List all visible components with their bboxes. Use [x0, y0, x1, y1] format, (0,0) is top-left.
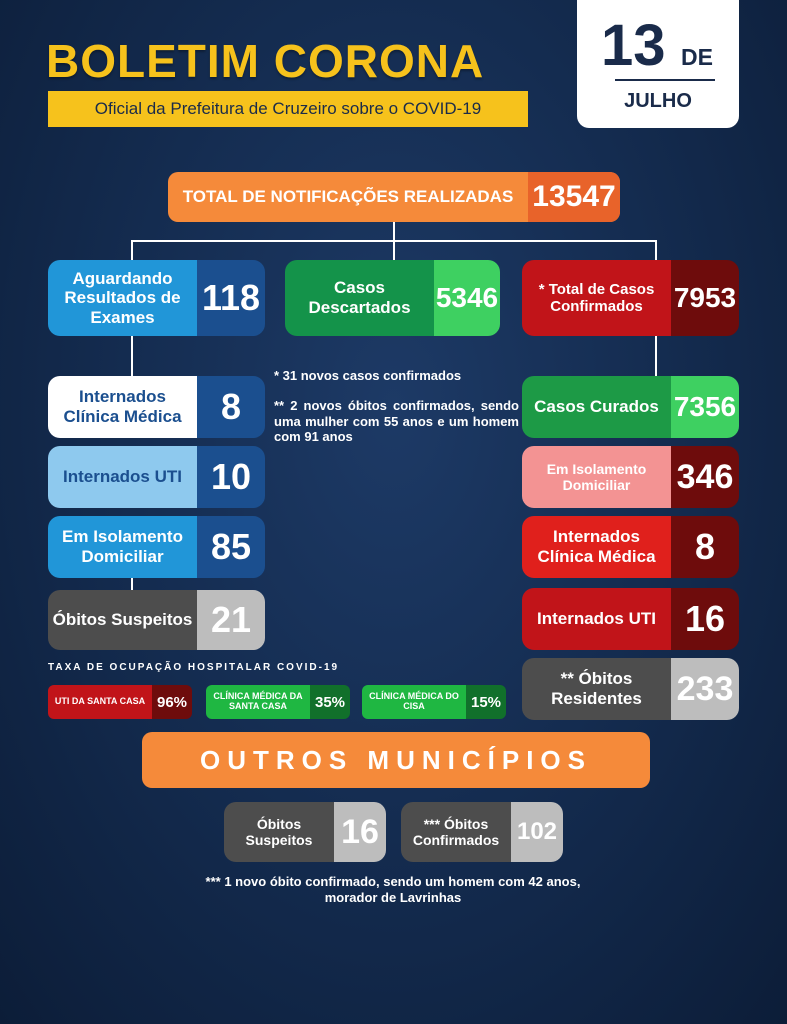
card-curados-value: 7356 [671, 376, 739, 438]
card-internados-uti-left [48, 446, 265, 508]
date-month: JULHO [624, 90, 692, 112]
card-curados-label: Casos Curados [522, 376, 671, 438]
occupancy-title: TAXA DE OCUPAÇÃO HOSPITALAR COVID-19 [48, 662, 340, 673]
connector-line [131, 240, 133, 262]
card-internados-uti-right-label: Internados UTI [522, 588, 671, 650]
card-isolamento-right-label: Em Isolamento Domiciliar [522, 446, 671, 508]
card-outros-obitos-confirmados [401, 802, 563, 862]
card-outros-obitos-confirmados-label: *** Óbitos Confirmados [401, 802, 511, 862]
card-internados-uti-left-label: Internados UTI [48, 446, 197, 508]
total-notifications [168, 172, 620, 222]
connector-line [655, 240, 657, 262]
card-obitos-suspeitos-label: Óbitos Suspeitos [48, 590, 197, 650]
connector-line [655, 336, 657, 376]
connector-line [131, 336, 133, 376]
total-notifications-value: 13547 [528, 172, 620, 222]
occupancy-uti-santa-casa [48, 685, 192, 719]
card-outros-obitos-confirmados-value: 102 [511, 802, 563, 862]
connector-line [131, 578, 133, 590]
outros-note: *** 1 novo óbito confirmado, sendo um homem com 42 anos, morador de Lavrinhas [205, 874, 581, 906]
card-obitos-residentes [522, 658, 739, 720]
card-descartados-value: 5346 [434, 260, 500, 336]
card-obitos-suspeitos-value: 21 [197, 590, 265, 650]
card-isolamento-left-label: Em Isolamento Domiciliar [48, 516, 197, 578]
occupancy-clinica-cisa [362, 685, 506, 719]
card-obitos-residentes-label: ** Óbitos Residentes [522, 658, 671, 720]
card-internados-clinica-right [522, 516, 739, 578]
card-isolamento-right [522, 446, 739, 508]
connector-line [393, 222, 395, 262]
card-descartados [285, 260, 500, 336]
occupancy-clinica-santa-casa-label: CLÍNICA MÉDICA DA SANTA CASA [206, 685, 310, 719]
occupancy-clinica-cisa-label: CLÍNICA MÉDICA DO CISA [362, 685, 466, 719]
date-card [577, 0, 739, 128]
card-internados-clinica-left-value: 8 [197, 376, 265, 438]
card-internados-clinica-right-label: Internados Clínica Médica [522, 516, 671, 578]
card-obitos-residentes-value: 233 [671, 658, 739, 720]
card-descartados-label: Casos Descartados [285, 260, 434, 336]
card-confirmados-label: * Total de Casos Confirmados [522, 260, 671, 336]
date-de: DE [681, 44, 713, 70]
card-internados-clinica-right-value: 8 [671, 516, 739, 578]
occupancy-clinica-santa-casa [206, 685, 350, 719]
occupancy-clinica-santa-casa-value: 35% [310, 685, 350, 719]
card-isolamento-left [48, 516, 265, 578]
date-divider [615, 79, 715, 81]
date-day: 13 [601, 13, 666, 78]
card-outros-obitos-suspeitos-value: 16 [334, 802, 386, 862]
card-aguardando-label: Aguardando Resultados de Exames [48, 260, 197, 336]
card-internados-uti-right [522, 588, 739, 650]
card-isolamento-left-value: 85 [197, 516, 265, 578]
card-internados-clinica-left [48, 376, 265, 438]
card-isolamento-right-value: 346 [671, 446, 739, 508]
bulletin-title: BOLETIM CORONA [46, 35, 485, 87]
outros-municipios-banner: OUTROS MUNICÍPIOS [142, 732, 650, 788]
occupancy-uti-santa-casa-value: 96% [152, 685, 192, 719]
occupancy-uti-santa-casa-label: UTI DA SANTA CASA [48, 685, 152, 719]
card-curados [522, 376, 739, 438]
card-outros-obitos-suspeitos-label: Óbitos Suspeitos [224, 802, 334, 862]
card-aguardando [48, 260, 265, 336]
occupancy-clinica-cisa-value: 15% [466, 685, 506, 719]
card-internados-uti-left-value: 10 [197, 446, 265, 508]
card-internados-uti-right-value: 16 [671, 588, 739, 650]
card-obitos-suspeitos [48, 590, 265, 650]
card-confirmados-value: 7953 [671, 260, 739, 336]
total-notifications-label: TOTAL DE NOTIFICAÇÕES REALIZADAS [182, 187, 514, 206]
card-internados-clinica-left-label: Internados Clínica Médica [48, 376, 197, 438]
card-outros-obitos-suspeitos [224, 802, 386, 862]
bulletin-subtitle: Oficial da Prefeitura de Cruzeiro sobre o COVID-19 [48, 91, 528, 127]
connector-line [131, 240, 656, 242]
note-novos-casos: * 31 novos casos confirmados [274, 368, 462, 383]
card-confirmados [522, 260, 739, 336]
note-novos-obitos: ** 2 novos óbitos confirmados, sendo uma mulher com 55 anos e um homem com 91 anos [274, 398, 519, 445]
card-aguardando-value: 118 [197, 260, 265, 336]
